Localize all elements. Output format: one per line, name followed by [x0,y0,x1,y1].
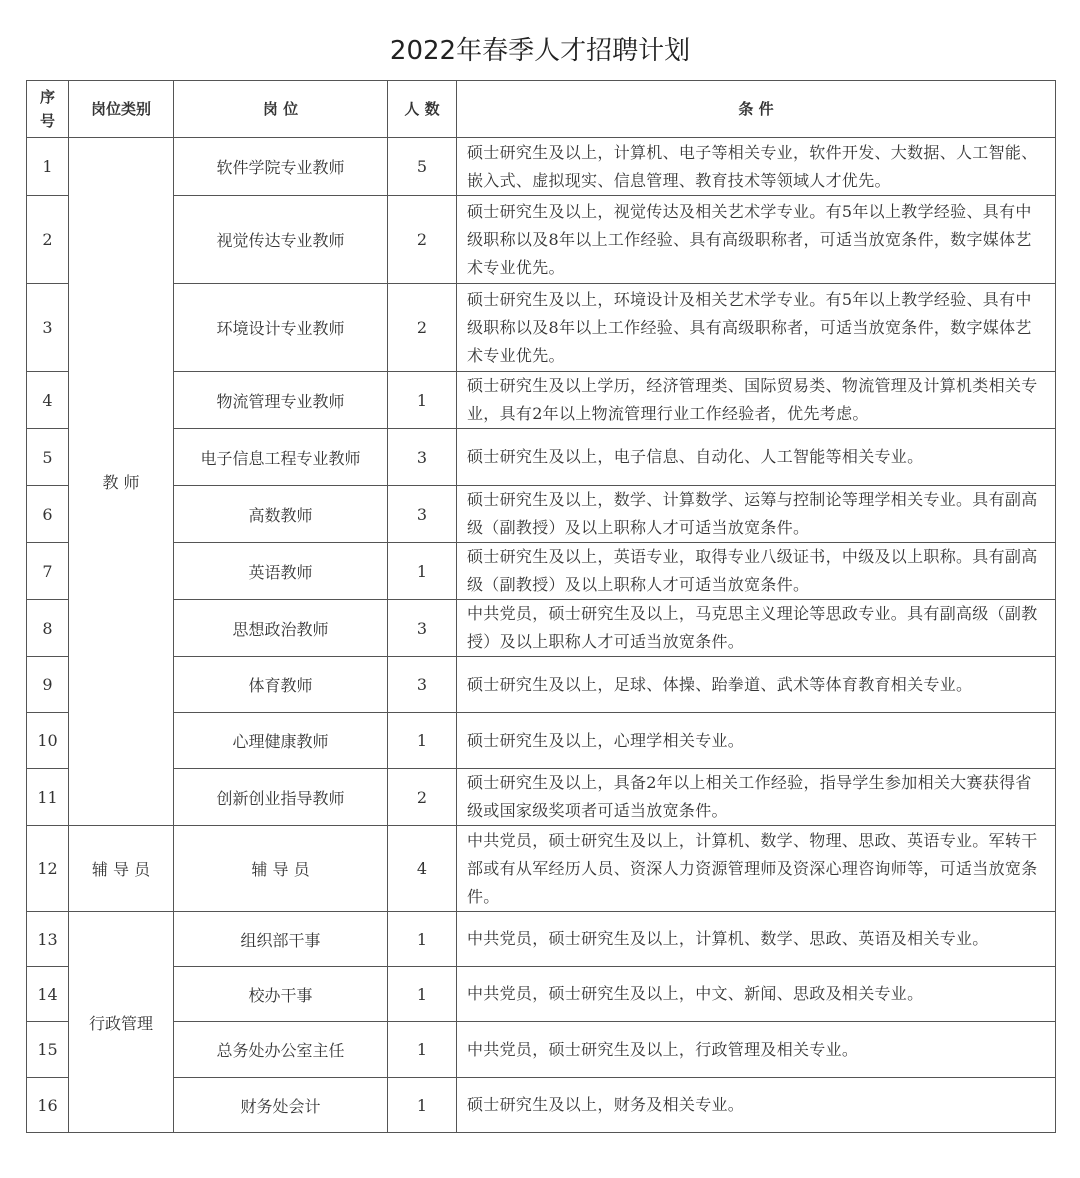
row-number: 9 [27,657,69,713]
conditions-cell: 硕士研究生及以上学历，经济管理类、国际贸易类、物流管理及计算机类相关专业，具有2年以上物流管理行业工作经验者，优先考虑。 [457,372,1056,429]
count-cell: 1 [388,912,457,967]
conditions-cell: 硕士研究生及以上，财务及相关专业。 [457,1078,1056,1133]
position-cell: 组织部干事 [174,912,388,967]
table-header-row [27,81,1056,138]
count-cell: 1 [388,1022,457,1078]
recruitment-table [26,80,1056,1133]
table-row [27,429,1056,486]
conditions-cell: 中共党员，硕士研究生及以上，计算机、数学、思政、英语及相关专业。 [457,912,1056,967]
row-number: 5 [27,429,69,486]
page-title: 2022年春季人才招聘计划 [389,36,691,66]
row-number: 1 [27,138,69,196]
count-cell: 2 [388,769,457,826]
category-cell: 辅 导 员 [69,826,174,912]
row-number: 8 [27,600,69,657]
row-number: 13 [27,912,69,967]
conditions-cell: 硕士研究生及以上，计算机、电子等相关专业，软件开发、大数据、人工智能、嵌入式、虚拟现实、信息管理、教育技术等领域人才优先。 [457,138,1056,196]
conditions-cell: 硕士研究生及以上，具备2年以上相关工作经验，指导学生参加相关大赛获得省级或国家级奖项者可适当放宽条件。 [457,769,1056,826]
header-conditions: 条 件 [457,81,1056,138]
table-row [27,826,1056,912]
count-cell: 1 [388,1078,457,1133]
row-number: 4 [27,372,69,429]
row-number: 12 [27,826,69,912]
row-number: 11 [27,769,69,826]
table-row [27,600,1056,657]
row-number: 16 [27,1078,69,1133]
header-category: 岗位类别 [69,81,174,138]
row-number: 14 [27,967,69,1022]
conditions-cell: 硕士研究生及以上，环境设计及相关艺术学专业。有5年以上教学经验、具有中级职称以及8年以上工作经验、具有高级职称者，可适当放宽条件，数字媒体艺术专业优先。 [457,284,1056,372]
count-cell: 1 [388,713,457,769]
position-cell: 校办干事 [174,967,388,1022]
conditions-cell: 硕士研究生及以上，视觉传达及相关艺术学专业。有5年以上教学经验、具有中级职称以及8年以上工作经验、具有高级职称者，可适当放宽条件，数字媒体艺术专业优先。 [457,196,1056,284]
table-row [27,372,1056,429]
conditions-cell: 中共党员，硕士研究生及以上，行政管理及相关专业。 [457,1022,1056,1078]
position-cell: 思想政治教师 [174,600,388,657]
row-number: 2 [27,196,69,284]
conditions-cell: 硕士研究生及以上，数学、计算数学、运筹与控制论等理学相关专业。具有副高级（副教授）及以上职称人才可适当放宽条件。 [457,486,1056,543]
position-cell: 英语教师 [174,543,388,600]
conditions-cell: 中共党员，硕士研究生及以上，计算机、数学、物理、思政、英语专业。军转干部或有从军经历人员、资深人力资源管理师及资深心理咨询师等，可适当放宽条件。 [457,826,1056,912]
table-row [27,967,1056,1022]
table-row [27,1022,1056,1078]
count-cell: 5 [388,138,457,196]
table-row [27,138,1056,196]
category-cell: 教 师 [69,138,174,826]
position-cell: 总务处办公室主任 [174,1022,388,1078]
table-body [27,138,1056,1133]
position-cell: 体育教师 [174,657,388,713]
header-no: 序号 [27,81,69,138]
position-cell: 心理健康教师 [174,713,388,769]
row-number: 3 [27,284,69,372]
count-cell: 1 [388,967,457,1022]
position-cell: 创新创业指导教师 [174,769,388,826]
row-number: 7 [27,543,69,600]
conditions-cell: 中共党员，硕士研究生及以上，中文、新闻、思政及相关专业。 [457,967,1056,1022]
conditions-cell: 硕士研究生及以上，心理学相关专业。 [457,713,1056,769]
position-cell: 环境设计专业教师 [174,284,388,372]
count-cell: 3 [388,600,457,657]
position-cell: 辅 导 员 [174,826,388,912]
table-row [27,912,1056,967]
count-cell: 2 [388,196,457,284]
count-cell: 1 [388,543,457,600]
count-cell: 3 [388,429,457,486]
row-number: 10 [27,713,69,769]
table-row [27,486,1056,543]
count-cell: 3 [388,657,457,713]
conditions-cell: 硕士研究生及以上，英语专业，取得专业八级证书，中级及以上职称。具有副高级（副教授）及以上职称人才可适当放宽条件。 [457,543,1056,600]
count-cell: 2 [388,284,457,372]
table-row [27,1078,1056,1133]
conditions-cell: 硕士研究生及以上，电子信息、自动化、人工智能等相关专业。 [457,429,1056,486]
position-cell: 软件学院专业教师 [174,138,388,196]
conditions-cell: 硕士研究生及以上，足球、体操、跆拳道、武术等体育教育相关专业。 [457,657,1056,713]
position-cell: 财务处会计 [174,1078,388,1133]
position-cell: 物流管理专业教师 [174,372,388,429]
conditions-cell: 中共党员，硕士研究生及以上，马克思主义理论等思政专业。具有副高级（副教授）及以上职称人才可适当放宽条件。 [457,600,1056,657]
table-row [27,657,1056,713]
table-row [27,543,1056,600]
table-row [27,769,1056,826]
count-cell: 3 [388,486,457,543]
table-row [27,284,1056,372]
row-number: 15 [27,1022,69,1078]
header-position: 岗 位 [174,81,388,138]
row-number: 6 [27,486,69,543]
position-cell: 高数教师 [174,486,388,543]
table-row [27,713,1056,769]
category-cell: 行政管理 [69,912,174,1133]
count-cell: 4 [388,826,457,912]
count-cell: 1 [388,372,457,429]
position-cell: 电子信息工程专业教师 [174,429,388,486]
position-cell: 视觉传达专业教师 [174,196,388,284]
header-count: 人 数 [388,81,457,138]
table-row [27,196,1056,284]
